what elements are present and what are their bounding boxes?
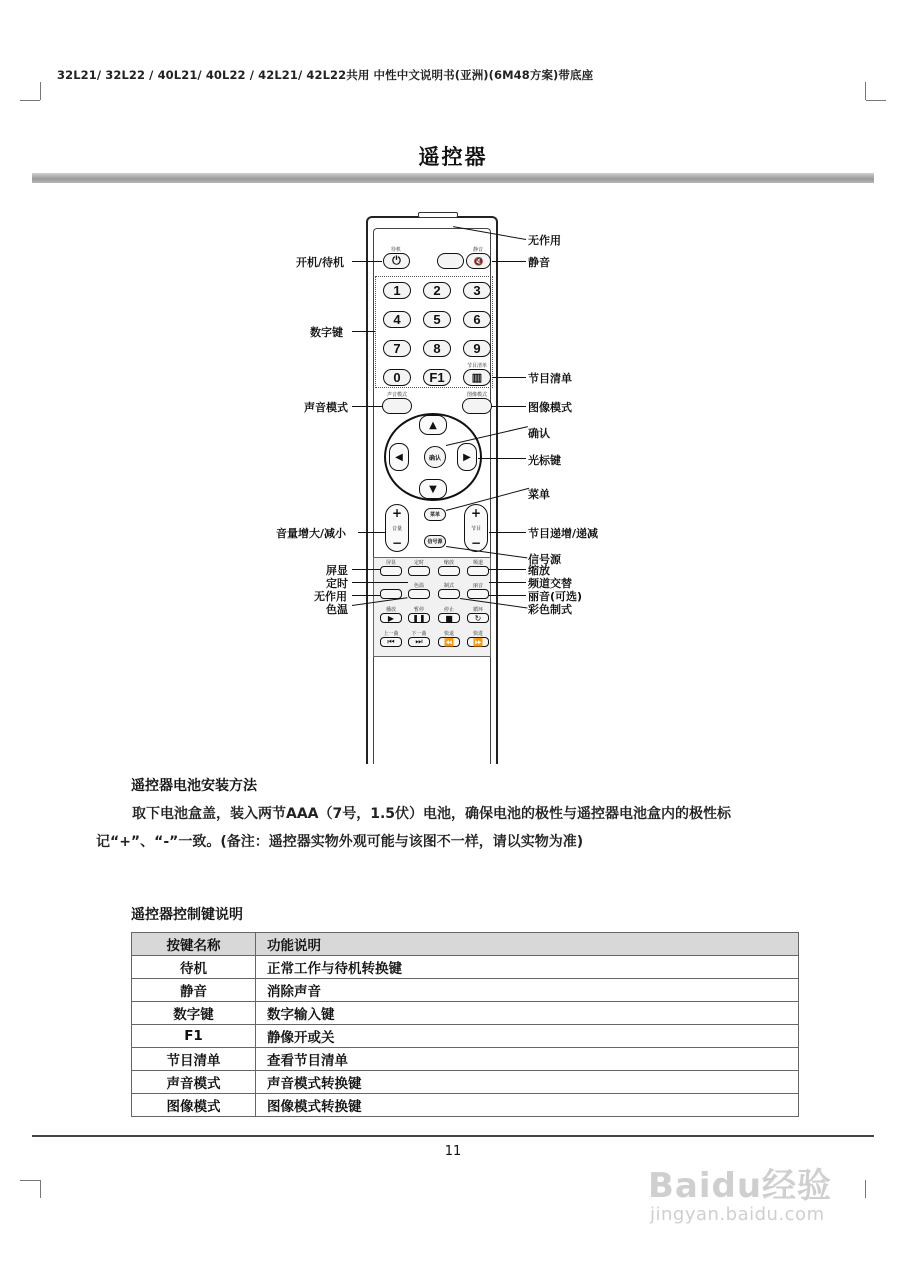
crop-mark [40, 82, 41, 100]
page-title: 遥控器 [418, 145, 488, 169]
source-button: 信号源 [424, 535, 446, 548]
sound-mode-button [382, 398, 412, 414]
battery-instructions: 取下电池盒盖，装入两节AAA（7号，1.5伏）电池，确保电池的极性与遥控器电池盒内的极性标记“+”、“-”一致。(备注：遥控器实物外观可能与该图不一样，请以实物为准) [96, 806, 732, 850]
label-swap: 频道交替 [528, 577, 572, 590]
watermark [648, 1158, 833, 1225]
arrow-left-button: ◀ [389, 443, 409, 471]
epg-button: ▥ [463, 369, 491, 386]
key-name-cell: 图像模式 [132, 1094, 256, 1117]
key-name-cell: 静音 [132, 979, 256, 1002]
table-row [132, 1048, 799, 1071]
document-header: 32L21/ 32L22 / 40L21/ 40L22 / 42L21/ 42L22共用 中性中文说明书(亚洲)(6M48方案)带底座 [57, 68, 594, 82]
label-volume: 音量增大/减小 [276, 527, 347, 540]
mute-small-label: 静音 [472, 247, 484, 253]
key-function-cell: 静像开或关 [256, 1025, 799, 1048]
fast-forward-button: ⏩ [467, 637, 489, 647]
key-function-cell: 查看节目清单 [256, 1048, 799, 1071]
key-name-cell: 数字键 [132, 1002, 256, 1025]
leader-line [352, 406, 382, 407]
color-system-button [438, 589, 460, 599]
power-icon: ⏻ [392, 254, 401, 267]
label-nicam: 丽音(可选) [528, 590, 583, 603]
table-header-row [132, 933, 799, 956]
table-row [132, 1025, 799, 1048]
digit-button: 5 [423, 311, 451, 328]
digit-button: 7 [383, 340, 411, 357]
crop-mark [40, 1180, 41, 1198]
row3-label: 播放 [385, 607, 397, 613]
timer-button [408, 566, 430, 576]
row2-label: 丽音 [472, 583, 484, 589]
play-button: ▶ [380, 613, 402, 623]
leader-line [489, 595, 526, 596]
picture-small-label: 图像模式 [466, 392, 488, 398]
zoom-button [438, 566, 460, 576]
crop-mark [20, 100, 40, 101]
label-power: 开机/待机 [296, 256, 345, 269]
table-header-cell: 功能说明 [256, 933, 799, 956]
epg-small-label: 节目清单 [466, 363, 488, 369]
row1-label: 屏显 [385, 560, 397, 566]
picture-mode-button [462, 398, 492, 414]
label-unused-top: 无作用 [528, 234, 561, 247]
prev-track-button: ⏮ [380, 637, 402, 647]
footer-rule [32, 1135, 874, 1137]
arrow-down-button: ▼ [419, 479, 447, 499]
channel-plus: + [470, 506, 482, 520]
leader-line [489, 582, 526, 583]
title-bar [32, 173, 874, 183]
f1-button: F1 [423, 369, 451, 386]
key-function-cell: 数字输入键 [256, 1002, 799, 1025]
leader-line [352, 595, 380, 596]
label-menu: 菜单 [528, 488, 550, 501]
color-temp-button [408, 589, 430, 599]
row4-label: 下一曲 [411, 631, 427, 637]
label-color-system: 彩色制式 [528, 603, 572, 616]
label-digits: 数字键 [310, 326, 343, 339]
row3-label: 停止 [443, 607, 455, 613]
arrow-up-button: ▲ [419, 415, 447, 435]
channel-rocker-label: 节目 [470, 525, 481, 532]
key-function-cell: 正常工作与待机转换键 [256, 956, 799, 979]
mute-icon: 🔇 [473, 256, 484, 266]
label-color-temp: 色温 [326, 603, 348, 616]
label-unused: 无作用 [314, 590, 347, 603]
volume-rocker-label: 音量 [391, 525, 402, 532]
swap-button [467, 566, 489, 576]
leader-line [492, 406, 526, 407]
label-timer: 定时 [326, 577, 348, 590]
label-picture-mode: 图像模式 [528, 401, 572, 414]
volume-minus: − [391, 536, 403, 550]
menu-button: 菜单 [424, 508, 446, 521]
unused-top-button [437, 253, 464, 269]
key-name-cell: 声音模式 [132, 1071, 256, 1094]
row4-label: 快进 [472, 631, 484, 637]
label-epg: 节目清单 [528, 372, 572, 385]
volume-rocker [385, 504, 409, 552]
digit-button: 2 [423, 282, 451, 299]
table-row [132, 979, 799, 1002]
table-header-cell: 按键名称 [132, 933, 256, 956]
digit-button: 3 [463, 282, 491, 299]
row3-label: 循环 [472, 607, 484, 613]
volume-plus: + [391, 506, 403, 520]
table-row [132, 1071, 799, 1094]
mute-button [466, 253, 491, 269]
row4-label: 快退 [443, 631, 455, 637]
label-zoom: 缩放 [528, 564, 550, 577]
keys-section-title: 遥控器控制键说明 [131, 907, 243, 923]
label-display: 屏显 [326, 564, 348, 577]
leader-line [352, 261, 382, 262]
channel-minus: − [470, 536, 482, 550]
row2-label: 制式 [443, 583, 455, 589]
key-function-cell: 消除声音 [256, 979, 799, 1002]
key-name-cell: 待机 [132, 956, 256, 979]
pause-button: ❚❚ [408, 613, 430, 623]
watermark-brand: Baidu经验 [648, 1166, 833, 1206]
leader-line [489, 569, 526, 570]
standby-small-label: 待机 [390, 247, 402, 253]
label-source: 信号源 [528, 553, 561, 566]
table-row [132, 1094, 799, 1117]
ir-window [418, 212, 458, 218]
key-function-cell: 图像模式转换键 [256, 1094, 799, 1117]
label-sound-mode: 声音模式 [304, 401, 348, 414]
keys-table [131, 932, 799, 1117]
leader-line [358, 532, 385, 533]
crop-mark [865, 1180, 866, 1198]
label-confirm: 确认 [528, 427, 550, 440]
rewind-button: ⏪ [438, 637, 460, 647]
leader-line [352, 569, 380, 570]
digit-button: 8 [423, 340, 451, 357]
battery-section-title: 遥控器电池安装方法 [131, 778, 257, 794]
channel-rocker [464, 504, 488, 552]
leader-line [492, 377, 526, 378]
table-row [132, 956, 799, 979]
power-button [383, 253, 410, 269]
watermark-url: jingyan.baidu.com [650, 1204, 825, 1225]
label-channel: 节目递增/递减 [528, 527, 599, 540]
sound-small-label: 声音模式 [386, 392, 408, 398]
key-name-cell: F1 [132, 1025, 256, 1048]
key-name-cell: 节目清单 [132, 1048, 256, 1071]
row2-label: 色温 [413, 583, 425, 589]
stop-button: ■ [438, 613, 460, 623]
digit-button: 1 [383, 282, 411, 299]
label-cursor: 光标键 [528, 454, 561, 467]
digit-button: 4 [383, 311, 411, 328]
digit-button: 6 [463, 311, 491, 328]
row3-label: 暂停 [413, 607, 425, 613]
label-mute: 静音 [528, 256, 550, 269]
repeat-button: ↻ [467, 613, 489, 623]
row1-label: 缩放 [443, 560, 455, 566]
leader-line [492, 261, 526, 262]
leader-line [352, 582, 408, 583]
display-button [380, 566, 402, 576]
page-number: 11 [444, 1144, 462, 1159]
nicam-button [467, 589, 489, 599]
crop-mark [20, 1180, 40, 1181]
arrow-right-button: ▶ [457, 443, 477, 471]
crop-mark [866, 100, 886, 101]
crop-mark [865, 82, 866, 100]
row1-label: 频道 [472, 560, 484, 566]
leader-line [352, 331, 375, 332]
ok-button: 确认 [424, 446, 446, 468]
leader-line [478, 458, 526, 459]
digit-button: 9 [463, 340, 491, 357]
next-track-button: ⏭ [408, 637, 430, 647]
row1-label: 定时 [413, 560, 425, 566]
key-function-cell: 声音模式转换键 [256, 1071, 799, 1094]
table-row [132, 1002, 799, 1025]
digit-button-zero: 0 [383, 369, 411, 386]
row4-label: 上一曲 [383, 631, 399, 637]
leader-line [489, 532, 526, 533]
